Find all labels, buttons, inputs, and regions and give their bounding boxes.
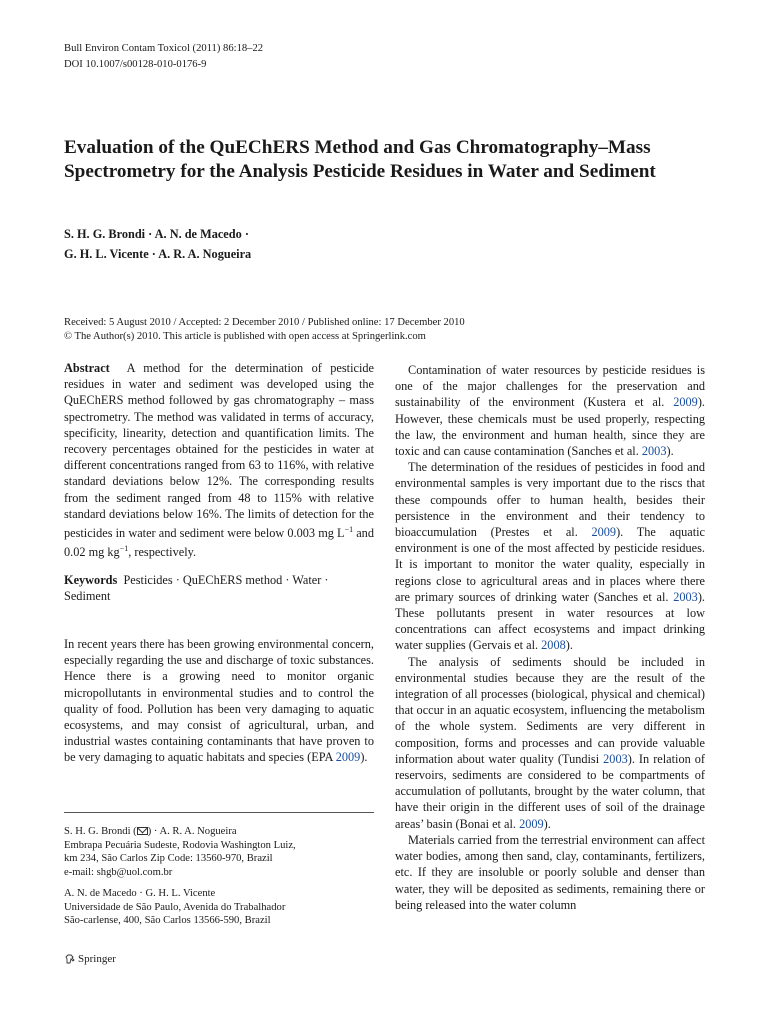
intro-paragraph-3: The determination of the residues of pesticides in food and environmental samples is very important due to the riscs that these compounds offer to human health, besides their persistence in the environment and their tendency to bioaccumulation (Prestes et al. 2009). The aquatic environment is one of the most affected by pesticide residues. It is important to monitor the water quality, especially in regions close to agricultural areas and in places where there are primary sources of drinking water (Sanches et al. 2003). These pollutants present in water resources at low concentrations can affect ecosystems and impact drinking water supplies (Gervais et al. 2008).: [395, 460, 706, 653]
citation-link[interactable]: 2009: [519, 816, 544, 831]
publisher-footer: [64, 951, 116, 967]
paper-title: Evaluation of the QuEChERS Method and Gas Chromatography–Mass Spectrometry for the Analysis Pesticide Residues in Water and Sediment: [64, 137, 656, 182]
intro-paragraph-5: Materials carried from the terrestrial environment can affect water bodies, among then sand, clay, contaminants, fertilizers, etc. If they are insoluble or poorly soluble and denser than water, they will be deposited as sediments, remaining there or being released into the water column: [395, 832, 705, 912]
citation-link[interactable]: 2003: [641, 444, 667, 459]
doi[interactable]: DOI 10.1007/s00128-010-0176-9: [64, 59, 207, 70]
journal-header: [64, 41, 263, 73]
citation-link[interactable]: 2003: [673, 589, 698, 604]
keywords-section: [64, 572, 374, 604]
citation-link[interactable]: 2009: [335, 750, 361, 765]
abstract-section: [64, 360, 374, 561]
intro-paragraph-1: In recent years there has been growing environmental concern, especially regarding the use and discharge of toxic substances. Hence there is a growing need to monitor organic micropollutants in environmental studies and to control the quality of food. Pollution has been very damaging to aquatic ecosystems, and may consist of agricultural, urban, and industrial wastes containing contaminants that have proven to be very damaging to aquatic habitats and species (EPA 2009).: [64, 637, 374, 765]
author-list: [64, 224, 251, 264]
abstract-label: Abstract: [64, 361, 110, 375]
envelope-icon: [137, 827, 148, 835]
publisher-name: Springer: [78, 953, 116, 965]
introduction-left: [64, 636, 374, 766]
introduction-right: [395, 362, 705, 913]
citation-link[interactable]: 2009: [591, 525, 617, 540]
intro-paragraph-2: Contamination of water resources by pesticide residues is one of the major challenges for the preservation and sustainability of the environment (Kustera et al. 2009). However, these chemicals must be used properly, respecting the law, the environment and human health, since they are toxic and can cause contamination (Sanches et al. 2003).: [395, 363, 705, 459]
keywords-label: Keywords: [64, 573, 118, 587]
intro-paragraph-4: The analysis of sediments should be included in environmental studies because they are the result of the integration of all processes (biological, physical and chemical) that occur in an aquatic ecosystem, influencing the metabolism of the whole system. Sediments are very different in composition, forms and processes and can provide valuable information about water quality (Tundisi 2003). In relation of reservoirs, sediments are considered to be compartments of accumulation of pollutants, brought by the water column, that have their origin in the different uses of soil of the drainage areas’ basin (Bonai et al. 2009).: [395, 654, 706, 831]
springer-horse-icon: [64, 953, 76, 965]
affiliation-1: S. H. G. Brondi ( ) · A. R. A. Nogueira Embrapa Pecuária Sudeste, Rodovia Washington Luiz, km 234, São Carlos Zip Code: 13560-970, Brazil e-mail: shgb@uol.com.br: [64, 826, 296, 878]
affiliation-2: A. N. de Macedo · G. H. L. Vicente Universidade de São Paulo, Avenida do Trabalhador São-carlense, 400, São Carlos 13566-590, Brazil: [64, 888, 286, 926]
copyright-line: © The Author(s) 2010. This article is published with open access at Springerlink.com: [64, 330, 426, 342]
author-line-1: S. H. G. Brondi · A. N. de Macedo ·: [64, 227, 249, 241]
received-accepted-line: Received: 5 August 2010 / Accepted: 2 December 2010 / Published online: 17 December 2010: [64, 317, 465, 328]
author-line-2: G. H. L. Vicente · A. R. A. Nogueira: [64, 247, 252, 261]
publication-dates: [64, 316, 465, 343]
footnote-divider: [64, 812, 374, 813]
author-email[interactable]: e-mail: shgb@uol.com.br: [64, 866, 173, 878]
keywords-text: Pesticides · QuEChERS method · Water · Sediment: [64, 573, 329, 604]
citation-link[interactable]: 2009: [673, 395, 698, 410]
citation-link[interactable]: 2008: [541, 638, 566, 653]
journal-citation: Bull Environ Contam Toxicol (2011) 86:18–22: [64, 43, 264, 54]
abstract-paragraph: Abstract A method for the determination of pesticide residues in water and sediment was developed using the QuEChERS method followed by gas chromatography – mass spectrometry. The method was validated in terms of accuracy, specificity, linearity, detection and quantification limits. The recovery percentages obtained for the pesticides in water at different concentrations ranged from 63 to 116%, with relative standard deviations below 12%. The corresponding results from the sediment ranged from 48 to 115% with relative standard deviations below 16%. The limits of detection for the pesticides in water and sediment were below 0.003 mg $L^{-1}$ and 0.02 mg $kg^{-1}$, respectively.: [64, 361, 374, 560]
citation-link[interactable]: 2003: [603, 751, 628, 766]
